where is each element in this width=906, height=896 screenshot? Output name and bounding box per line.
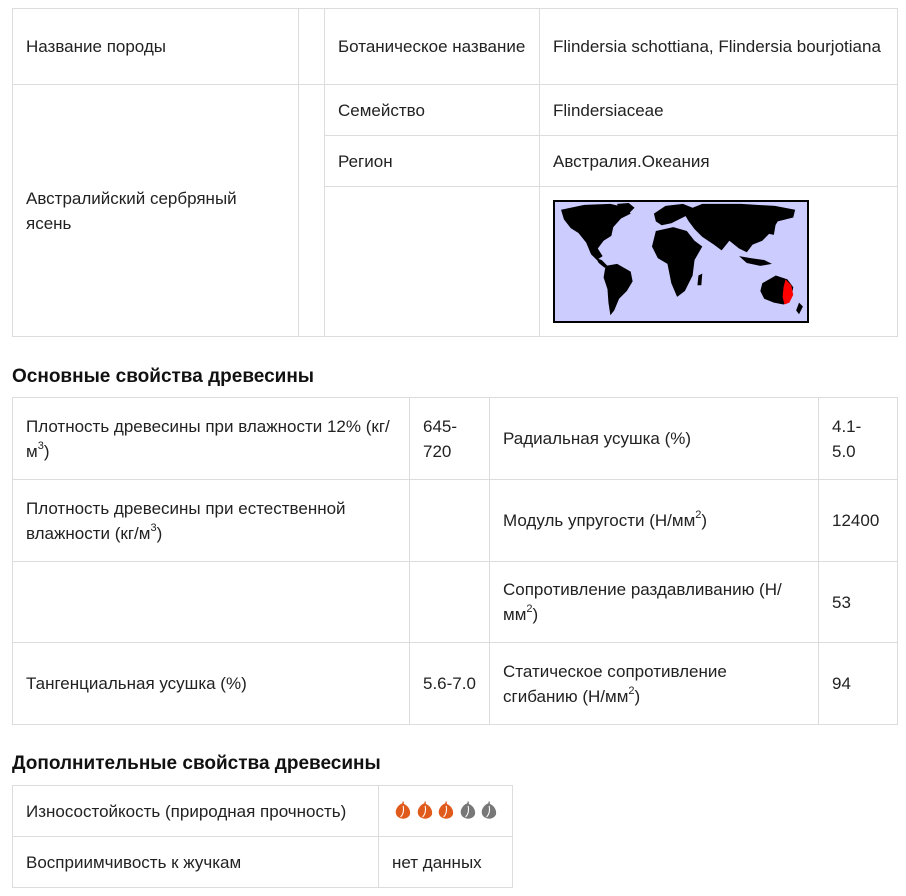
breed-name-label: Название породы (13, 9, 299, 85)
common-name-value: Австралийский сербряный ясень (13, 85, 299, 337)
leaf-icon (414, 800, 435, 822)
left-property-label (13, 562, 410, 643)
right-property-label: Статическое сопротивление сгибанию $(Н/мм^2)$ (490, 643, 819, 725)
durability-label: Износостойкость (природная прочность) (13, 786, 379, 837)
main-properties-heading: Основные свойства древесины (12, 366, 315, 387)
durability-rating (379, 786, 513, 837)
extra-properties-heading: Дополнительные свойства древесины (12, 753, 381, 774)
right-property-label: Радиальная усушка (%) (490, 398, 819, 480)
property-row (13, 480, 898, 562)
region-map-cell (540, 187, 898, 337)
right-property-label: Сопротивление раздавливанию $(Н/мм^2)$ (490, 562, 819, 643)
world-map-icon (553, 200, 809, 323)
spacer-cell (299, 9, 325, 85)
species-table (12, 8, 898, 337)
beetle-susceptibility-value: нет данных (379, 837, 513, 888)
beetle-susceptibility-label: Восприимчивость к жучкам (13, 837, 379, 888)
region-value: Австралия.Океания (540, 136, 898, 187)
leaf-icon (457, 800, 478, 822)
left-property-value: 5.6-7.0 (410, 643, 490, 725)
left-property-value (410, 562, 490, 643)
right-property-value: 4.1-5.0 (819, 398, 898, 480)
property-row (13, 562, 898, 643)
spacer-cell (299, 85, 325, 337)
property-row (13, 643, 898, 725)
family-label: Семейство (325, 85, 540, 136)
left-property-label: Плотность древесины при естественной влажности $(кг/м^3)$ (13, 480, 410, 562)
right-property-value: 53 (819, 562, 898, 643)
leaf-icon (435, 800, 456, 822)
property-row (13, 398, 898, 480)
leaf-icon (392, 800, 413, 822)
main-properties-table (12, 397, 898, 725)
empty-cell (325, 187, 540, 337)
region-label: Регион (325, 136, 540, 187)
family-value: Flindersiaceae (540, 85, 898, 136)
botanical-name-label: Ботаническое название (325, 9, 540, 85)
extra-properties-table (12, 785, 513, 888)
leaf-icon (478, 800, 499, 822)
right-property-value: 94 (819, 643, 898, 725)
botanical-name-value: Flindersia schottiana, Flindersia bourjotiana (540, 9, 898, 85)
right-property-label: Модуль упругости $(Н/мм^2)$ (490, 480, 819, 562)
right-property-value: 12400 (819, 480, 898, 562)
left-property-label: Тангенциальная усушка (%) (13, 643, 410, 725)
left-property-label: Плотность древесины при влажности 12% $(кг/м^3)$ (13, 398, 410, 480)
left-property-value: 645-720 (410, 398, 490, 480)
left-property-value (410, 480, 490, 562)
